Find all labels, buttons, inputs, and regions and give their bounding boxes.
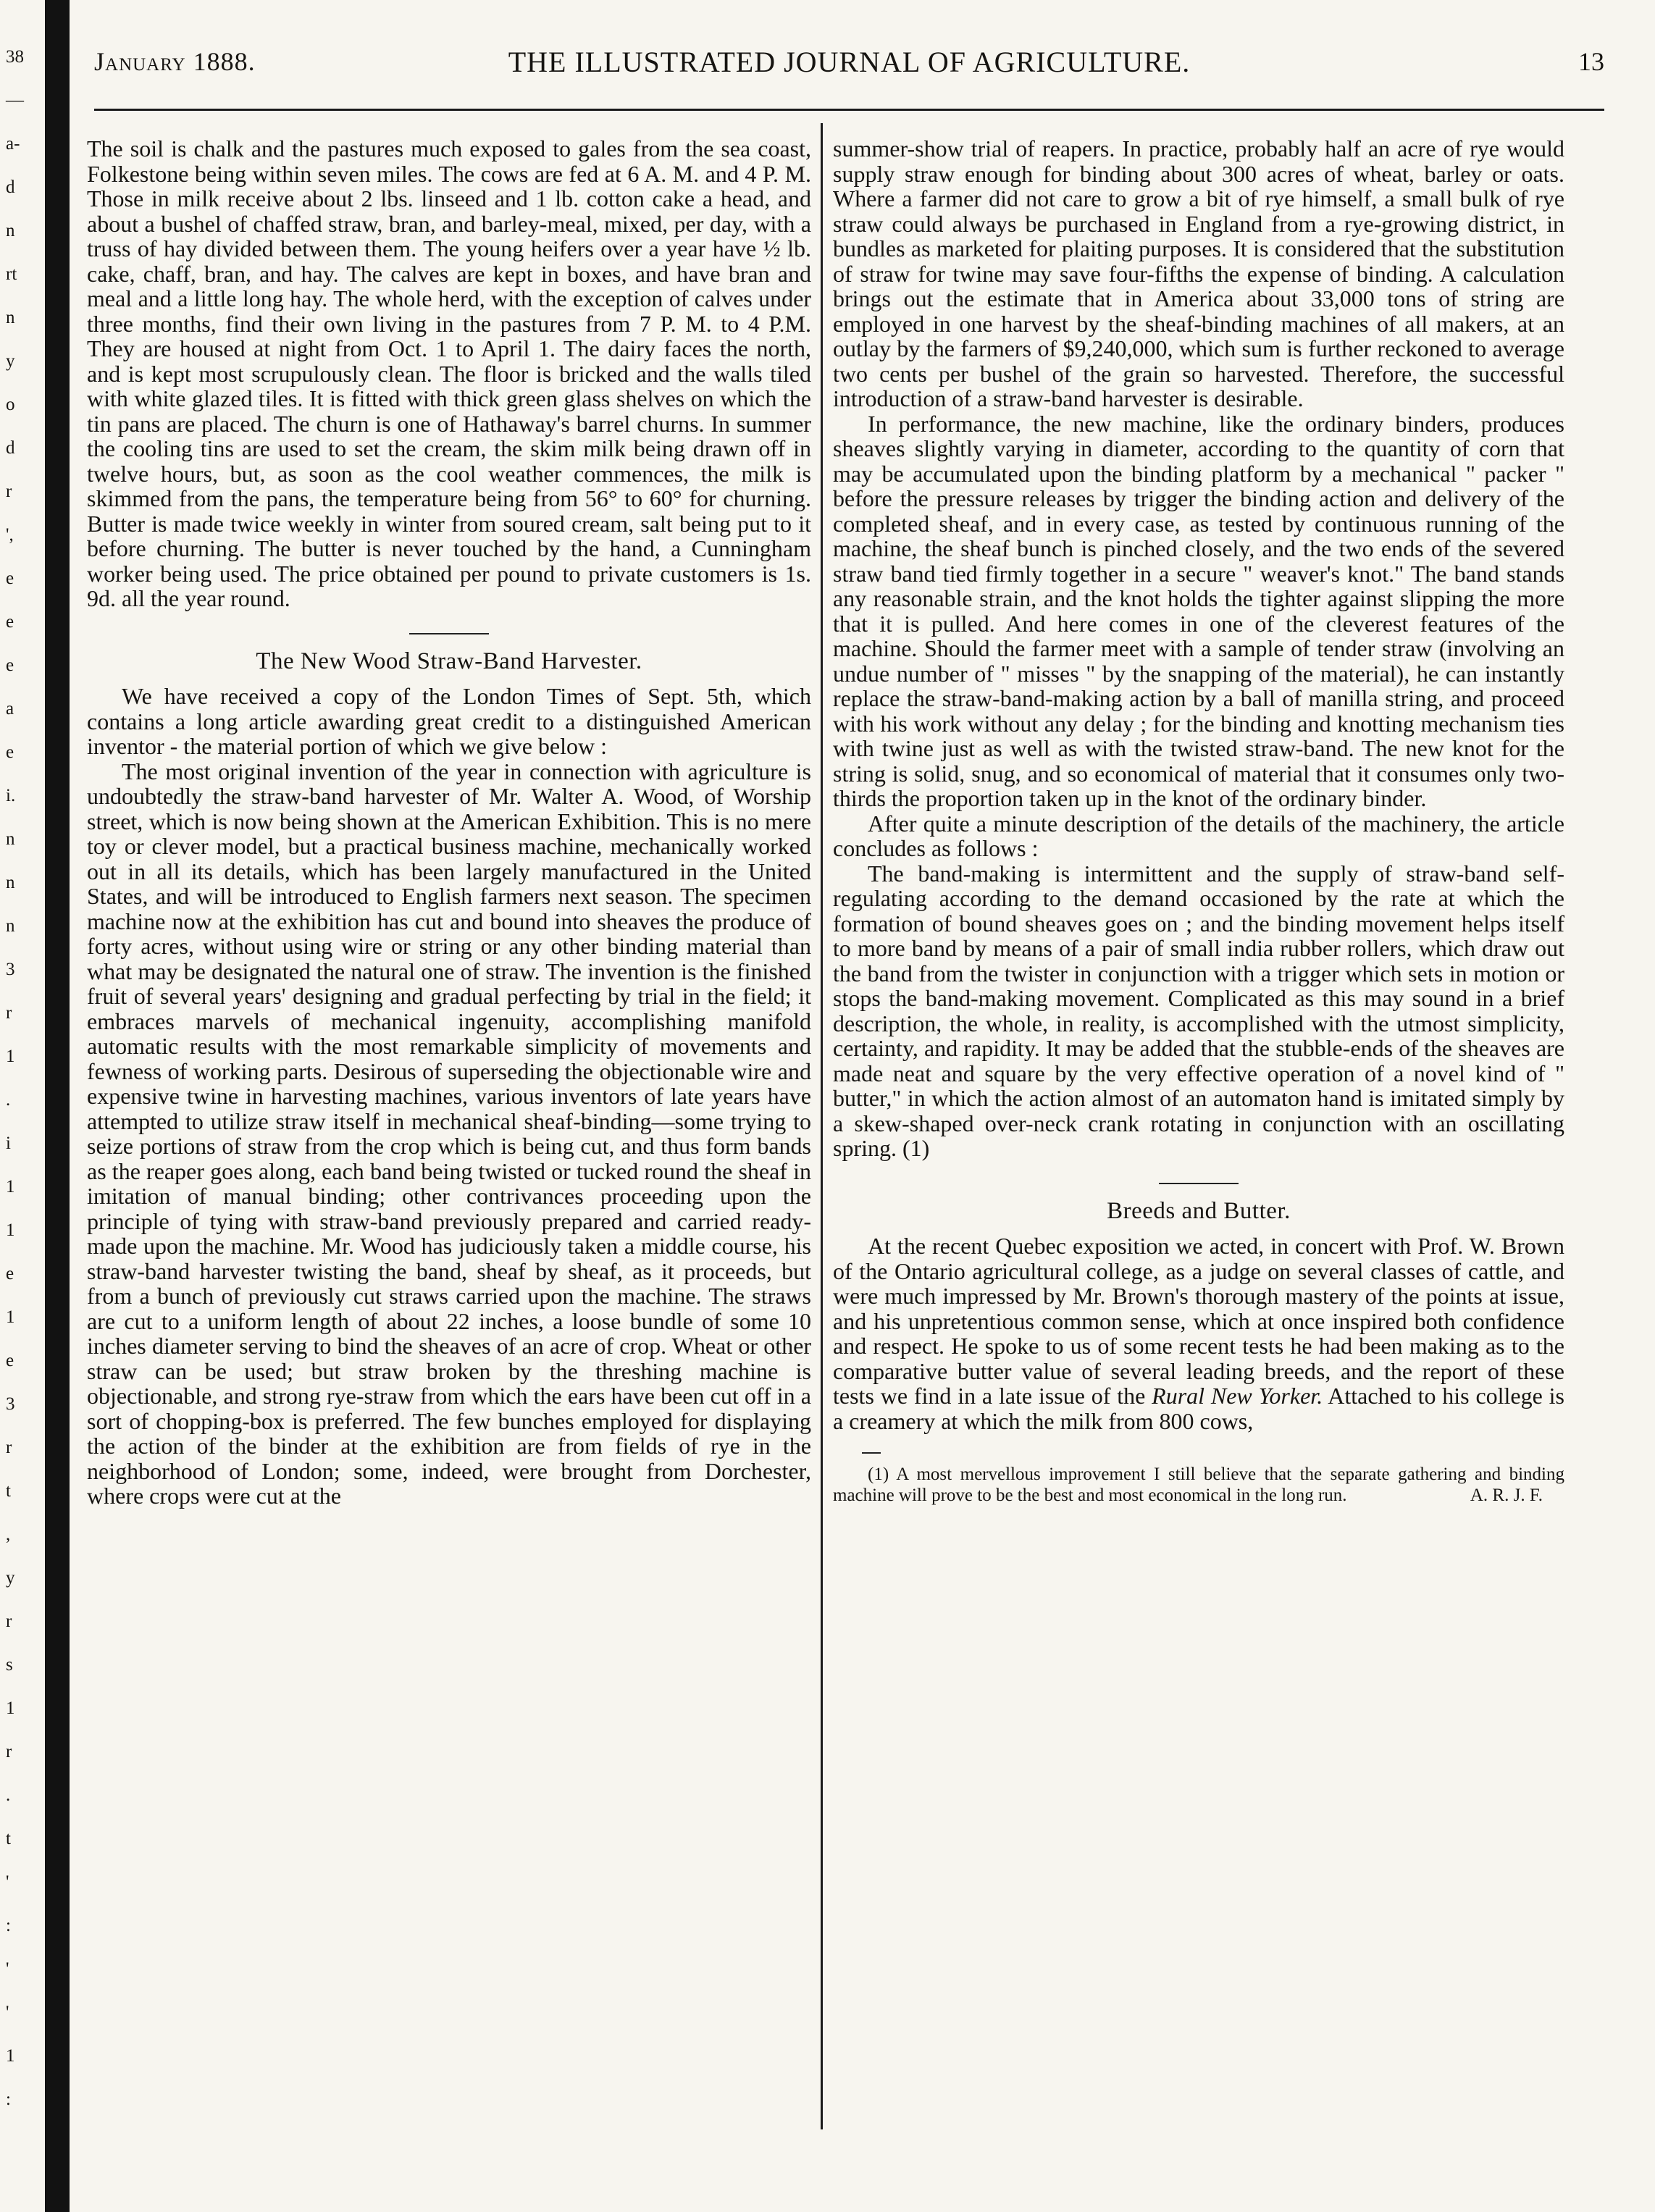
binding-gutter: [45, 0, 70, 2212]
section-title-harvester: The New Wood Straw-Band Harvester.: [256, 648, 642, 674]
margin-fragment: e: [6, 742, 14, 762]
margin-fragment: —: [6, 91, 24, 110]
journal-title: THE ILLUSTRATED JOURNAL OF AGRICULTURE.: [508, 46, 1191, 78]
margin-fragment: n: [6, 916, 15, 936]
margin-fragment: 3: [6, 960, 15, 979]
header-date: January 1888.: [94, 47, 256, 76]
margin-fragment: e: [6, 569, 14, 588]
margin-fragment: ',: [6, 525, 14, 545]
margin-fragment: e: [6, 1264, 14, 1283]
margin-fragment: o: [6, 395, 15, 414]
margin-fragment: n: [6, 308, 15, 327]
margin-fragment: r: [6, 482, 12, 501]
section-title-breeds: Breeds and Butter.: [1107, 1197, 1291, 1224]
margin-fragment: r: [6, 1612, 12, 1631]
margin-fragment: 1: [6, 1177, 15, 1197]
left-column: [87, 136, 811, 1509]
article-paragraph: In performance, the new machine, like the ordinary binders, produces sheaves slightly varying in diameter, according to the quantity of corn that may be accumulated upon the binding platform by a mechanical " packer " before the pressure releases by trigger the binding action and delivery of the completed sheaf, and in every case, as tested by continuous running of the machine, the sheaf bunch is pinched closely, and the two ends of the severed straw band tied firmly together in a secure " weaver's knot." The band stands any reasonable strain, and the knot holds the tighter against slipping the more that it is pulled. And here comes in one of the cleverest features of the machine. Should the farmer meet with a sample of tender straw (involving an undue number of " misses " by the snapping of the material), he can instantly replace the straw-band-making action by a ball of manilla string, and proceed with his work without any delay ; for the binding and knotting mechanism ties with twine just as well as with the twisted straw-band. The new knot for the string is solid, snug, and so economical of material that it consumes only two-thirds the proportion taken up in the knot of the ordinary binder.: [833, 410, 1564, 811]
article-paragraph: summer-show trial of reapers. In practice, probably half an acre of rye would supply straw enough for binding about 300 acres of wheat, barley or oats. Where a farmer did not care to grow a bit of rye himself, a small bulk of rye straw could always be purchased in England from a rye-growing district, in bundles as marketed for plaiting purposes. It is considered that the substitution of straw for twine may save four-fifths the expense of binding. A calculation brings out the estimate that in America about 33,000 tons of string are employed in one harvest by the sheaf-binding machines of all makers, at an outlay by the farmers of $9,240,000, which sum is further reckoned to average two cents per bushel of the grain so harvested. Therefore, the successful introduction of a straw-band harvester is desirable.: [833, 135, 1564, 411]
margin-fragment: 1: [6, 1220, 15, 1240]
margin-fragment: r: [6, 1003, 12, 1023]
margin-fragment: 1: [6, 2046, 15, 2066]
margin-fragment: d: [6, 438, 15, 458]
footnote: [833, 1464, 1564, 1506]
article-paragraph: After quite a minute description of the details of the machinery, the article concludes as follows :: [833, 810, 1564, 861]
margin-fragment: 3: [6, 1394, 15, 1414]
section-rule: [409, 633, 489, 634]
margin-fragment: n: [6, 873, 15, 892]
margin-fragment: e: [6, 1351, 14, 1370]
section-rule: [1159, 1183, 1239, 1184]
column-divider: [821, 123, 823, 2129]
margin-fragment: t: [6, 1481, 11, 1501]
margin-fragment: a-: [6, 134, 20, 154]
breeds-paragraph: [833, 1233, 1564, 1433]
footnote-rule: [862, 1452, 881, 1454]
margin-fragment: t: [6, 1829, 11, 1848]
margin-fragment: e: [6, 655, 14, 675]
article-paragraph: The most original invention of the year in connection with agriculture is undoubtedly the straw-band harvester of Mr. Walter A. Wood, of Worship street, which is now being shown at the American Exhibition. This is no mere toy or clever model, but a practical business machine, mechanically worked out in all its details, which has been largely manufactured in the United States, and will be introduced to English farmers next season. The specimen machine now at the exhibition has cut and bound into sheaves the produce of forty acres, without using wire or string or any other binding material than what may be designated the natural one of straw. The invention is the finished fruit of several years' designing and gradual perfecting by trial in the field; it embraces marvels of mechanical ingenuity, accomplishing manifold automatic results with the most remarkable simplicity of movements and fewness of working parts. Desirous of superseding the objectionable wire and expensive twine in harvesting machines, various inventors of late years have attempted to utilize straw itself in mechanical sheaf-binding—some trying to seize portions of straw from the crop which is being cut, and thus form bands as the reaper goes along, each band being twisted or tucked round the sheaf in imitation of manual binding; other contrivances proceeding upon the principle of tying with straw-band previously prepared and carried ready-made upon the machine. Mr. Wood has judiciously taken a middle course, his straw-band harvester twisting the band, sheaf by sheaf, as it proceeds, but from a bunch of previously cut straws carried upon the machine. The straws are cut to a uniform length of about 22 inches, a loose bundle of some 10 inches diameter serving to bind the sheaves of an acre of crop. Wheat or other straw can be used; but straw broken by the threshing machine is objectionable, and strong rye-straw from which the ears have been cut off in a sort of chopping-box is preferred. The few bunches employed for displaying the action of the binder at the exhibition are from fields of rye in the neighborhood of London; some, indeed, were brought from Dorchester, where crops were cut at the: [87, 758, 811, 1509]
margin-fragment: rt: [6, 264, 17, 284]
breeds-text-b: Attached to his college is a creamery at which the milk from 800 cows,: [833, 1383, 1565, 1434]
margin-fragment: r: [6, 1438, 12, 1457]
margin-fragment: ,: [6, 1525, 11, 1544]
page-header: [94, 42, 1604, 85]
publication-name: Rural New Yorker.: [1152, 1383, 1323, 1409]
article-paragraph: The band-making is intermittent and the supply of straw-band self-regulating according to the demand occasioned by the rate at which the formation of bound sheaves goes on ; and the binding movement helps itself to more band by means of a pair of small india rubber rollers, which draw out the band from the twister in conjunction with a trigger which sets in motion or stops the band-making movement. Complicated as this may sound in a brief description, the whole, in reality, is accomplished with the utmost simplicity, certainty, and rapidity. It may be added that the stubble-ends of the sheaves are made neat and square by the very effective operation of a novel kind of " butter," in which the action almost of an automaton hand is imitated simply by a skew-shaped over-neck crank rotating in conjunction with an oscillating spring. (1): [833, 860, 1564, 1161]
right-column: [833, 136, 1564, 1506]
margin-fragment: e: [6, 612, 14, 632]
margin-fragment: .: [6, 1090, 11, 1110]
margin-fragment: 1: [6, 1047, 15, 1066]
page-number: 13: [1578, 47, 1604, 76]
margin-fragment: :: [6, 1916, 11, 1935]
margin-fragment: 38: [6, 47, 24, 67]
margin-fragment: :: [6, 2090, 11, 2109]
article-paragraph: We have received a copy of the London Times of Sept. 5th, which contains a long article awarding great credit to a distinguished American inventor - the material portion of which we give below :: [87, 683, 811, 759]
margin-fragment: .: [6, 1785, 11, 1805]
margin-fragment: ': [6, 1872, 9, 1892]
margin-fragment: d: [6, 177, 15, 197]
margin-fragment: n: [6, 829, 15, 849]
breeds-text-a: At the recent Quebec exposition we acted, in concert with Prof. W. Brown of the Ontario agricultural college, as a judge on several classes of cattle, and were much impressed by Mr. Brown's thorough mastery of the points at issue, and his unpretentious common sense, which at once inspired both confidence and respect. He spoke to us of some recent tests he had been making as to the comparative butter value of several leading breeds, and the report of these tests we find in a late issue of the: [833, 1233, 1564, 1409]
margin-fragment: ': [6, 2003, 9, 2022]
footnote-text: (1) A most mervellous improvement I still believe that the separate gathering and binding machine will prove to be the best and most economical in the long run.: [833, 1465, 1564, 1505]
footnote-signature: A. R. J. F.: [1470, 1486, 1543, 1505]
margin-fragments: [0, 0, 43, 2212]
dairy-paragraph: The soil is chalk and the pastures much exposed to gales from the sea coast, Folkestone being within seven miles. The cows are fed at 6 A. M. and 4 P. M. Those in milk receive about 2 lbs. linseed and 1 lb. cotton cake a head, and about a bushel of chaffed straw, bran, and barley-meal, mixed, per day, with a truss of hay divided between them. The young heifers over a year have ½ lb. cake, chaff, bran, and hay. The calves are kept in boxes, and have bran and meal and a little long hay. The whole herd, with the exception of calves under three months, find their own living in the pastures from 7 P. M. to 4 P.M. They are housed at night from Oct. 1 to April 1. The dairy faces the north, and is kept most scrupulously clean. The floor is bricked and the walls tiled with white glazed tiles. It is fitted with thick green glass shelves on which the tin pans are placed. The churn is one of Hathaway's barrel churns. In summer the cooling tins are used to set the cream, the skim milk being drawn off in twelve hours, but, as soon as the cool weather commences, the milk is skimmed from the pans, the temperature being from 56° to 60° for churning. Butter is made twice weekly in winter from soured cream, salt being put to it before churning. The butter is never touched by the hand, a Cunningham worker being used. The price obtained per pound to private customers is 1s. 9d. all the year round.: [87, 135, 811, 611]
margin-fragment: 1: [6, 1698, 15, 1718]
margin-fragment: n: [6, 221, 15, 240]
margin-fragment: a: [6, 699, 14, 719]
margin-fragment: y: [6, 351, 15, 371]
margin-fragment: i: [6, 1134, 11, 1153]
margin-fragment: 1: [6, 1307, 15, 1327]
margin-fragment: r: [6, 1742, 12, 1761]
margin-fragment: s: [6, 1655, 13, 1675]
margin-fragment: y: [6, 1568, 15, 1588]
margin-fragment: i.: [6, 786, 16, 805]
header-rule: [94, 109, 1604, 111]
margin-fragment: ': [6, 1959, 9, 1979]
